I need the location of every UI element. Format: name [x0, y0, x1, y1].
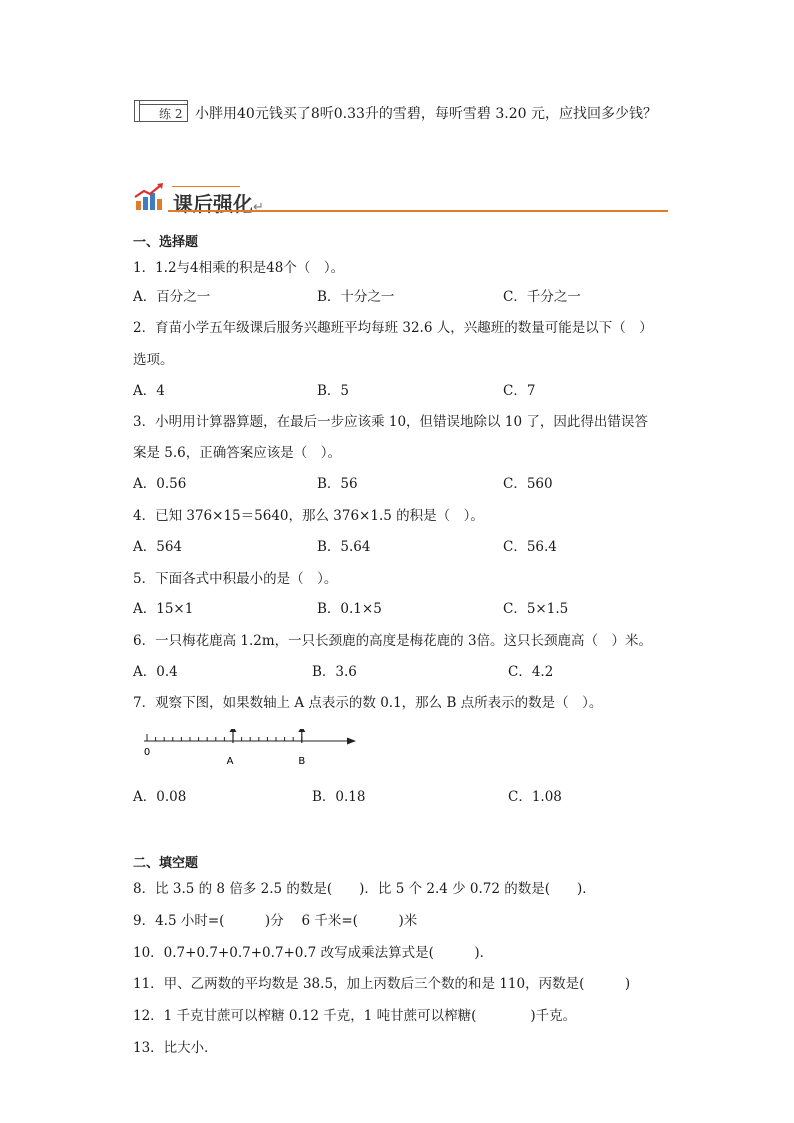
answer-option: C．5×1.5 — [503, 601, 569, 617]
header-top-rule — [172, 186, 240, 187]
answer-option: C．4.2 — [508, 664, 554, 680]
question-text: 6．一只梅花鹿高 1.2m，一只长颈鹿的高度是梅花鹿的 3倍。这只长颈鹿高（ ）米。 — [133, 633, 653, 649]
number-line-figure — [140, 729, 362, 769]
answer-option: B．3.6 — [312, 664, 357, 680]
answer-option: A．564 — [133, 539, 183, 555]
answer-option: B．0.18 — [312, 789, 366, 805]
question-text: 1．1.2与4相乘的积是48个（ ）。 — [133, 260, 345, 276]
question-text: 7．观察下图，如果数轴上 A 点表示的数 0.1，那么 B 点所表示的数是（ ）。 — [133, 695, 603, 711]
answer-option: A．0.08 — [133, 789, 187, 805]
answer-option: B．5 — [317, 383, 350, 399]
answer-option: B．5.64 — [317, 539, 371, 555]
section-header-title: 课后强化↵ — [173, 192, 264, 216]
fill-question-text: 9．4.5 小时=( )分 6 千米=( )米 — [133, 913, 418, 929]
fill-question-text: 11．甲、乙两数的平均数是 38.5，加上丙数后三个数的和是 110，丙数是( ) — [133, 976, 631, 992]
answer-option: A．0.56 — [133, 476, 187, 492]
answer-option: A．15×1 — [133, 601, 194, 617]
number-line-arrow — [347, 738, 356, 745]
point-b-label: B — [298, 756, 306, 767]
question-text: 5．下面各式中积最小的是（ ）。 — [133, 571, 338, 587]
answer-option: C．7 — [503, 383, 536, 399]
answer-option: A．百分之一 — [133, 289, 211, 305]
answer-option: B．56 — [317, 476, 358, 492]
exercise-text: 小胖用40元钱买了8听0.33升的雪碧，每听雪碧 3.20 元，应找回多少钱？ — [195, 106, 657, 122]
section1-title: 一、选择题 — [133, 235, 199, 250]
section2-title: 二、填空题 — [133, 856, 199, 871]
fill-question-text: 10．0.7+0.7+0.7+0.7+0.7 改写成乘法算式是( )． — [133, 945, 494, 961]
bar-chart-trend-icon — [133, 183, 169, 211]
answer-option: C．千分之一 — [503, 289, 581, 305]
answer-option: B．十分之一 — [317, 289, 395, 305]
question-text: 案是 5.6，正确答案应该是（ ）。 — [133, 445, 342, 461]
exercise-label-box — [134, 100, 188, 122]
answer-option: C．560 — [503, 476, 553, 492]
answer-option: A．0.4 — [133, 664, 178, 680]
answer-option: C．56.4 — [503, 539, 557, 555]
fill-question-text: 12．1 千克甘蔗可以榨糖 0.12 千克，1 吨甘蔗可以榨糖( )千克。 — [133, 1008, 577, 1024]
point-a-label: A — [226, 756, 234, 767]
question-text: 2．育苗小学五年级课后服务兴趣班平均每班 32.6 人，兴趣班的数量可能是以下（ ） — [133, 320, 653, 336]
answer-option: C．1.08 — [508, 789, 562, 805]
exercise-label: 练 2 — [159, 107, 183, 121]
fill-question-text: 13．比大小． — [133, 1040, 218, 1056]
fill-question-text: 8．比 3.5 的 8 倍多 2.5 的数是( )．比 5 个 2.4 少 0.72 的数是( )． — [133, 881, 596, 897]
header-rule — [168, 210, 668, 212]
number-line-ticks — [147, 734, 302, 741]
question-text: 4．已知 376×15＝5640，那么 376×1.5 的积是（ ）。 — [133, 508, 484, 524]
zero-label: 0 — [143, 747, 151, 758]
answer-option: A．4 — [133, 383, 165, 399]
question-text: 选项。 — [133, 352, 174, 368]
answer-option: B．0.1×5 — [317, 601, 382, 617]
question-text: 3．小明用计算器算题，在最后一步应该乘 10，但错误地除以 10 了，因此得出错误答 — [133, 414, 648, 430]
